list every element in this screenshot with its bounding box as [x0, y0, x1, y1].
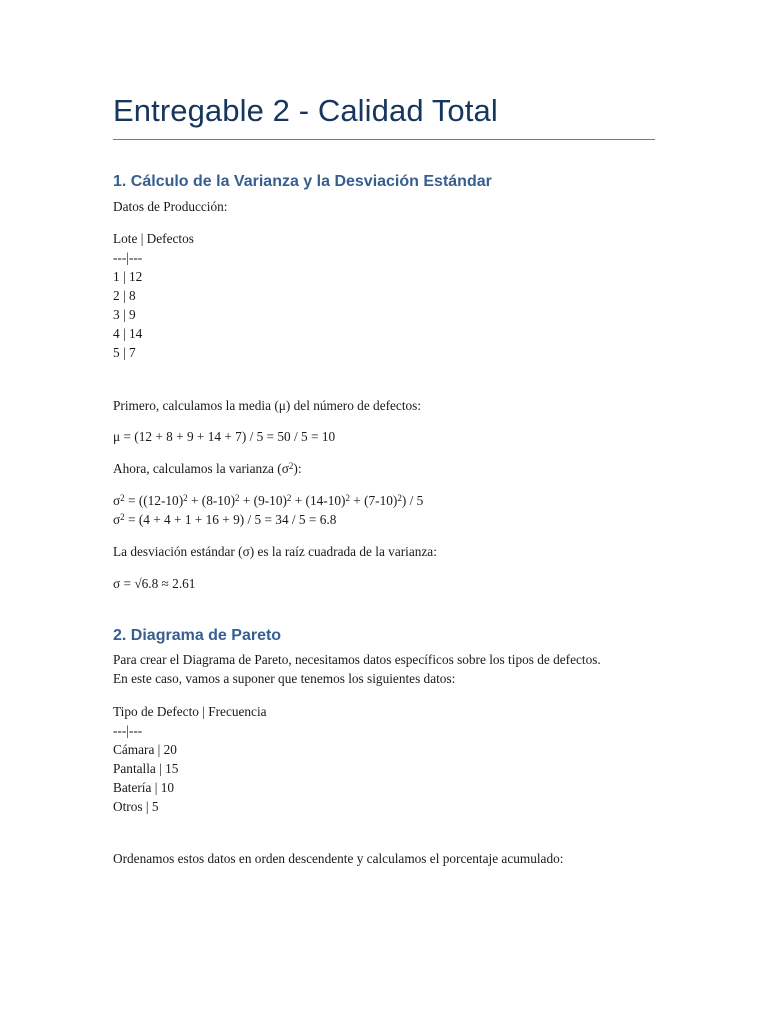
mean-formula: μ = (12 + 8 + 9 + 14 + 7) / 5 = 50 / 5 = 10 — [113, 429, 336, 444]
variance-intro-text: Ahora, calculamos la varianza $(\sigma^2)$: — [113, 461, 302, 476]
section-heading-varianza: 1. Cálculo de la Varianza y la Desviación Estándar — [113, 173, 492, 190]
lote-row: 5 | 7 — [113, 345, 136, 360]
pareto-closing-text: Ordenamos estos datos en orden descendente y calculamos el porcentaje acumulado: — [113, 851, 564, 866]
lote-row: 4 | 14 — [113, 326, 143, 341]
production-data-label: Datos de Producción: — [113, 199, 228, 214]
defect-table-separator: ---|--- — [113, 723, 143, 738]
variance-formula-2: $\sigma^2 = (4 + 4 + 1 + 16 + 9) / 5 = 34 / 5 = 6.8$ — [113, 512, 337, 527]
lote-row: 3 | 9 — [113, 307, 136, 322]
variance-formula-1: $\sigma^2 = ((12-10)^2 + (8-10)^2 + (9-10)^2 + (14-10)^2 + (7-10)^2) / 5$ — [113, 493, 424, 508]
defect-row: Pantalla | 15 — [113, 761, 179, 776]
pareto-paragraph-line: En este caso, vamos a suponer que tenemos los siguientes datos: — [113, 671, 456, 686]
lote-table-header: Lote | Defectos — [113, 231, 194, 246]
lote-row: 1 | 12 — [113, 269, 143, 284]
title-underline — [113, 139, 655, 140]
lote-row: 2 | 8 — [113, 288, 136, 303]
pareto-paragraph-line: Para crear el Diagrama de Pareto, necesitamos datos específicos sobre los tipos de defectos. — [113, 652, 601, 667]
std-intro-text: La desviación estándar (σ) es la raíz cuadrada de la varianza: — [113, 544, 437, 559]
lote-table-separator: ---|--- — [113, 250, 143, 265]
defect-row: Cámara | 20 — [113, 742, 177, 757]
document-title: Entregable 2 - Calidad Total — [113, 93, 498, 128]
mean-intro-text: Primero, calculamos la media (μ) del número de defectos: — [113, 398, 422, 413]
defect-table-header: Tipo de Defecto | Frecuencia — [113, 704, 267, 719]
defect-row: Batería | 10 — [113, 780, 174, 795]
std-formula: σ = √6.8 ≈ 2.61 — [113, 576, 196, 591]
defect-row: Otros | 5 — [113, 799, 159, 814]
section-heading-pareto: 2. Diagrama de Pareto — [113, 627, 282, 644]
